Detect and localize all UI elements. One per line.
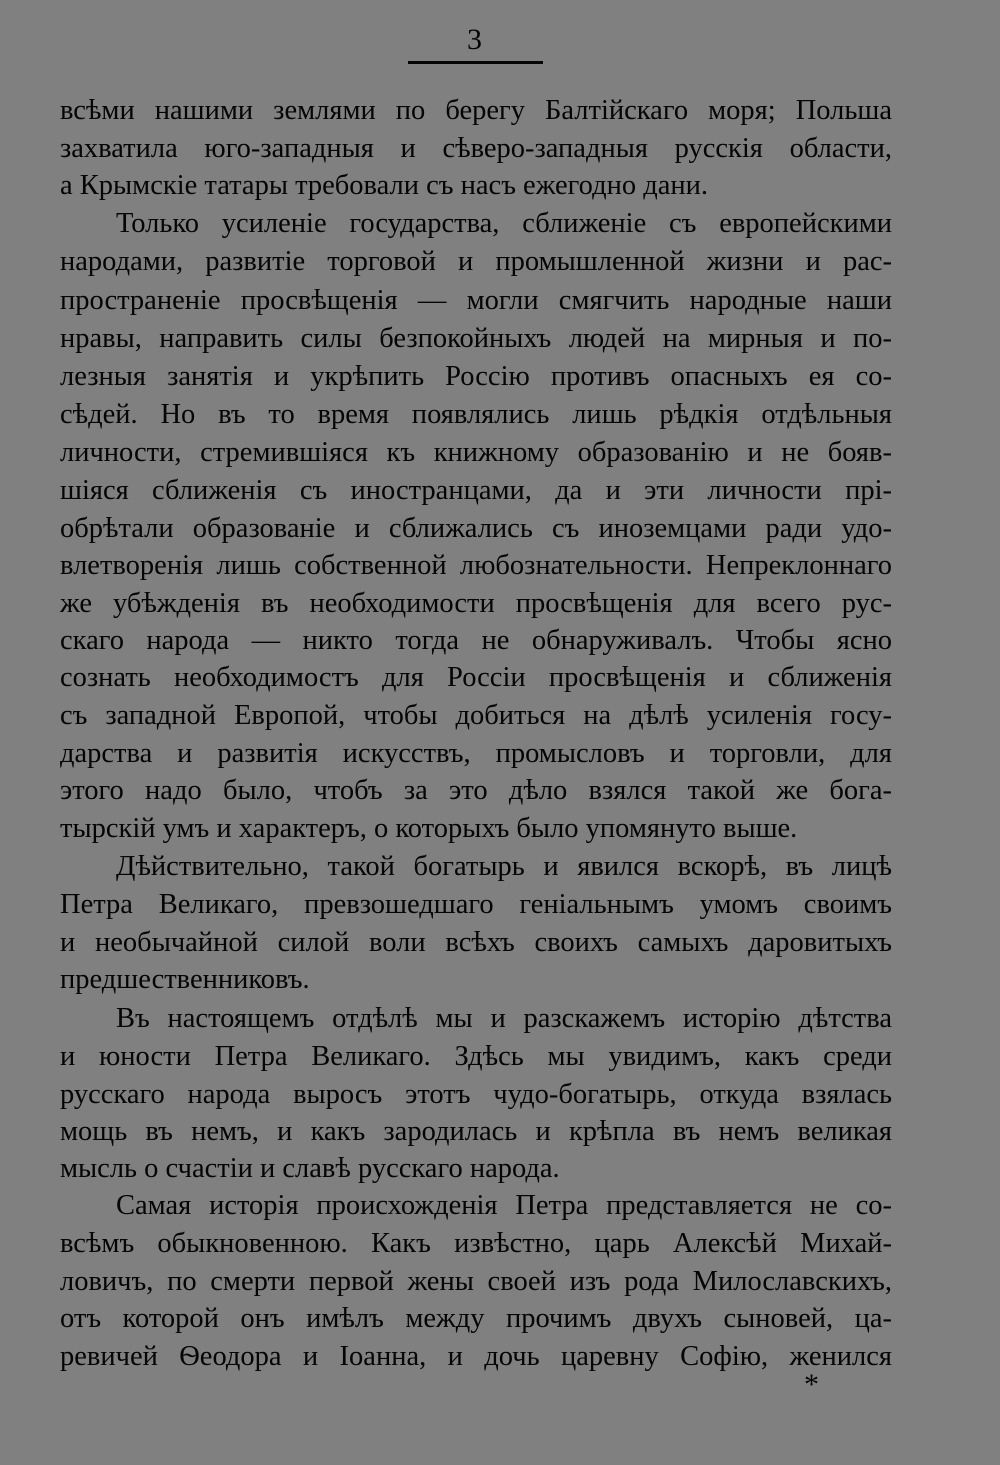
- text-line: Самая исторія происхожденія Петра представляется не со-: [116, 1190, 892, 1221]
- text-line: сознать необходимостъ для Россіи просвѣщенія и сближенія: [60, 662, 892, 693]
- text-line: сѣдей. Но въ то время появлялись лишь рѣдкія отдѣльныя: [60, 399, 892, 430]
- text-line: ревичей Ѳеодора и Іоанна, и дочь царевну Софію, женился: [60, 1341, 892, 1372]
- text-line: Въ настоящемъ отдѣлѣ мы и разскажемъ исторію дѣтства: [116, 1003, 892, 1034]
- text-line: ловичъ, по смерти первой жены своей изъ рода Милославскихъ,: [60, 1266, 892, 1297]
- text-line: предшественниковъ.: [60, 964, 310, 995]
- text-line: захватила юго-западныя и сѣверо-западныя русскія области,: [60, 133, 892, 164]
- text-line: всѣмъ обыкновенною. Какъ извѣстно, царь Алексѣй Михай-: [60, 1228, 892, 1259]
- text-line: отъ которой онъ имѣлъ между прочимъ двухъ сыновей, ца-: [60, 1303, 892, 1334]
- text-line: пространеніе просвѣщенія — могли смягчить народные наши: [60, 285, 892, 316]
- text-line: лезныя занятія и укрѣпить Россію противъ опасныхъ ея со-: [60, 361, 892, 392]
- text-line: Только усиленіе государства, сближеніе съ европейскими: [116, 208, 892, 239]
- text-line: народами, развитіе торговой и промышленной жизни и рас-: [60, 246, 892, 277]
- text-line: съ западной Европой, чтобы добиться на дѣлѣ усиленія госу-: [60, 700, 892, 731]
- text-line: Дѣйствительно, такой богатырь и явился вскорѣ, въ лицѣ: [116, 851, 892, 882]
- text-line: скаго народа — никто тогда не обнаруживалъ. Чтобы ясно: [60, 625, 892, 656]
- text-line: мощь въ немъ, и какъ зародилась и крѣпла въ немъ великая: [60, 1116, 892, 1147]
- text-line: и необычайной силой воли всѣхъ своихъ самыхъ даровитыхъ: [60, 927, 892, 958]
- text-line: всѣми нашими землями по берегу Балтійскаго моря; Польша: [60, 95, 892, 126]
- text-line: а Крымскіе татары требовали съ насъ ежегодно дани.: [60, 170, 708, 201]
- text-line: нравы, направить силы безпокойныхъ людей на мирныя и по-: [60, 323, 892, 354]
- text-line: же убѣжденія въ необходимости просвѣщенія для всего рус-: [60, 588, 892, 619]
- page-number: 3: [467, 23, 483, 56]
- text-line: шіяся сближенія съ иностранцами, да и эти личности прі-: [60, 475, 892, 506]
- text-line: обрѣтали образованіе и сближались съ иноземцами ради удо-: [60, 513, 892, 544]
- text-line: этого надо было, чтобъ за это дѣло взялся такой же бога-: [60, 775, 892, 806]
- page-number-rule: [408, 61, 543, 64]
- text-line: тырскій умъ и характеръ, о которыхъ было упомянуто выше.: [60, 813, 798, 844]
- text-line: и юности Петра Великаго. Здѣсь мы увидимъ, какъ среди: [60, 1041, 892, 1072]
- signature-mark: *: [804, 1368, 819, 1401]
- text-line: Петра Великаго, превзошедшаго геніальнымъ умомъ своимъ: [60, 889, 892, 920]
- text-line: дарства и развитія искусствъ, промысловъ и торговли, для: [60, 738, 892, 769]
- text-line: русскаго народа выросъ этотъ чудо-богатырь, откуда взялась: [60, 1079, 892, 1110]
- text-line: личности, стремившіяся къ книжному образованію и не бояв-: [60, 437, 892, 468]
- text-line: влетворенія лишь собственной любознательности. Непреклоннаго: [60, 550, 892, 581]
- text-line: мысль о счастіи и славѣ русскаго народа.: [60, 1153, 560, 1184]
